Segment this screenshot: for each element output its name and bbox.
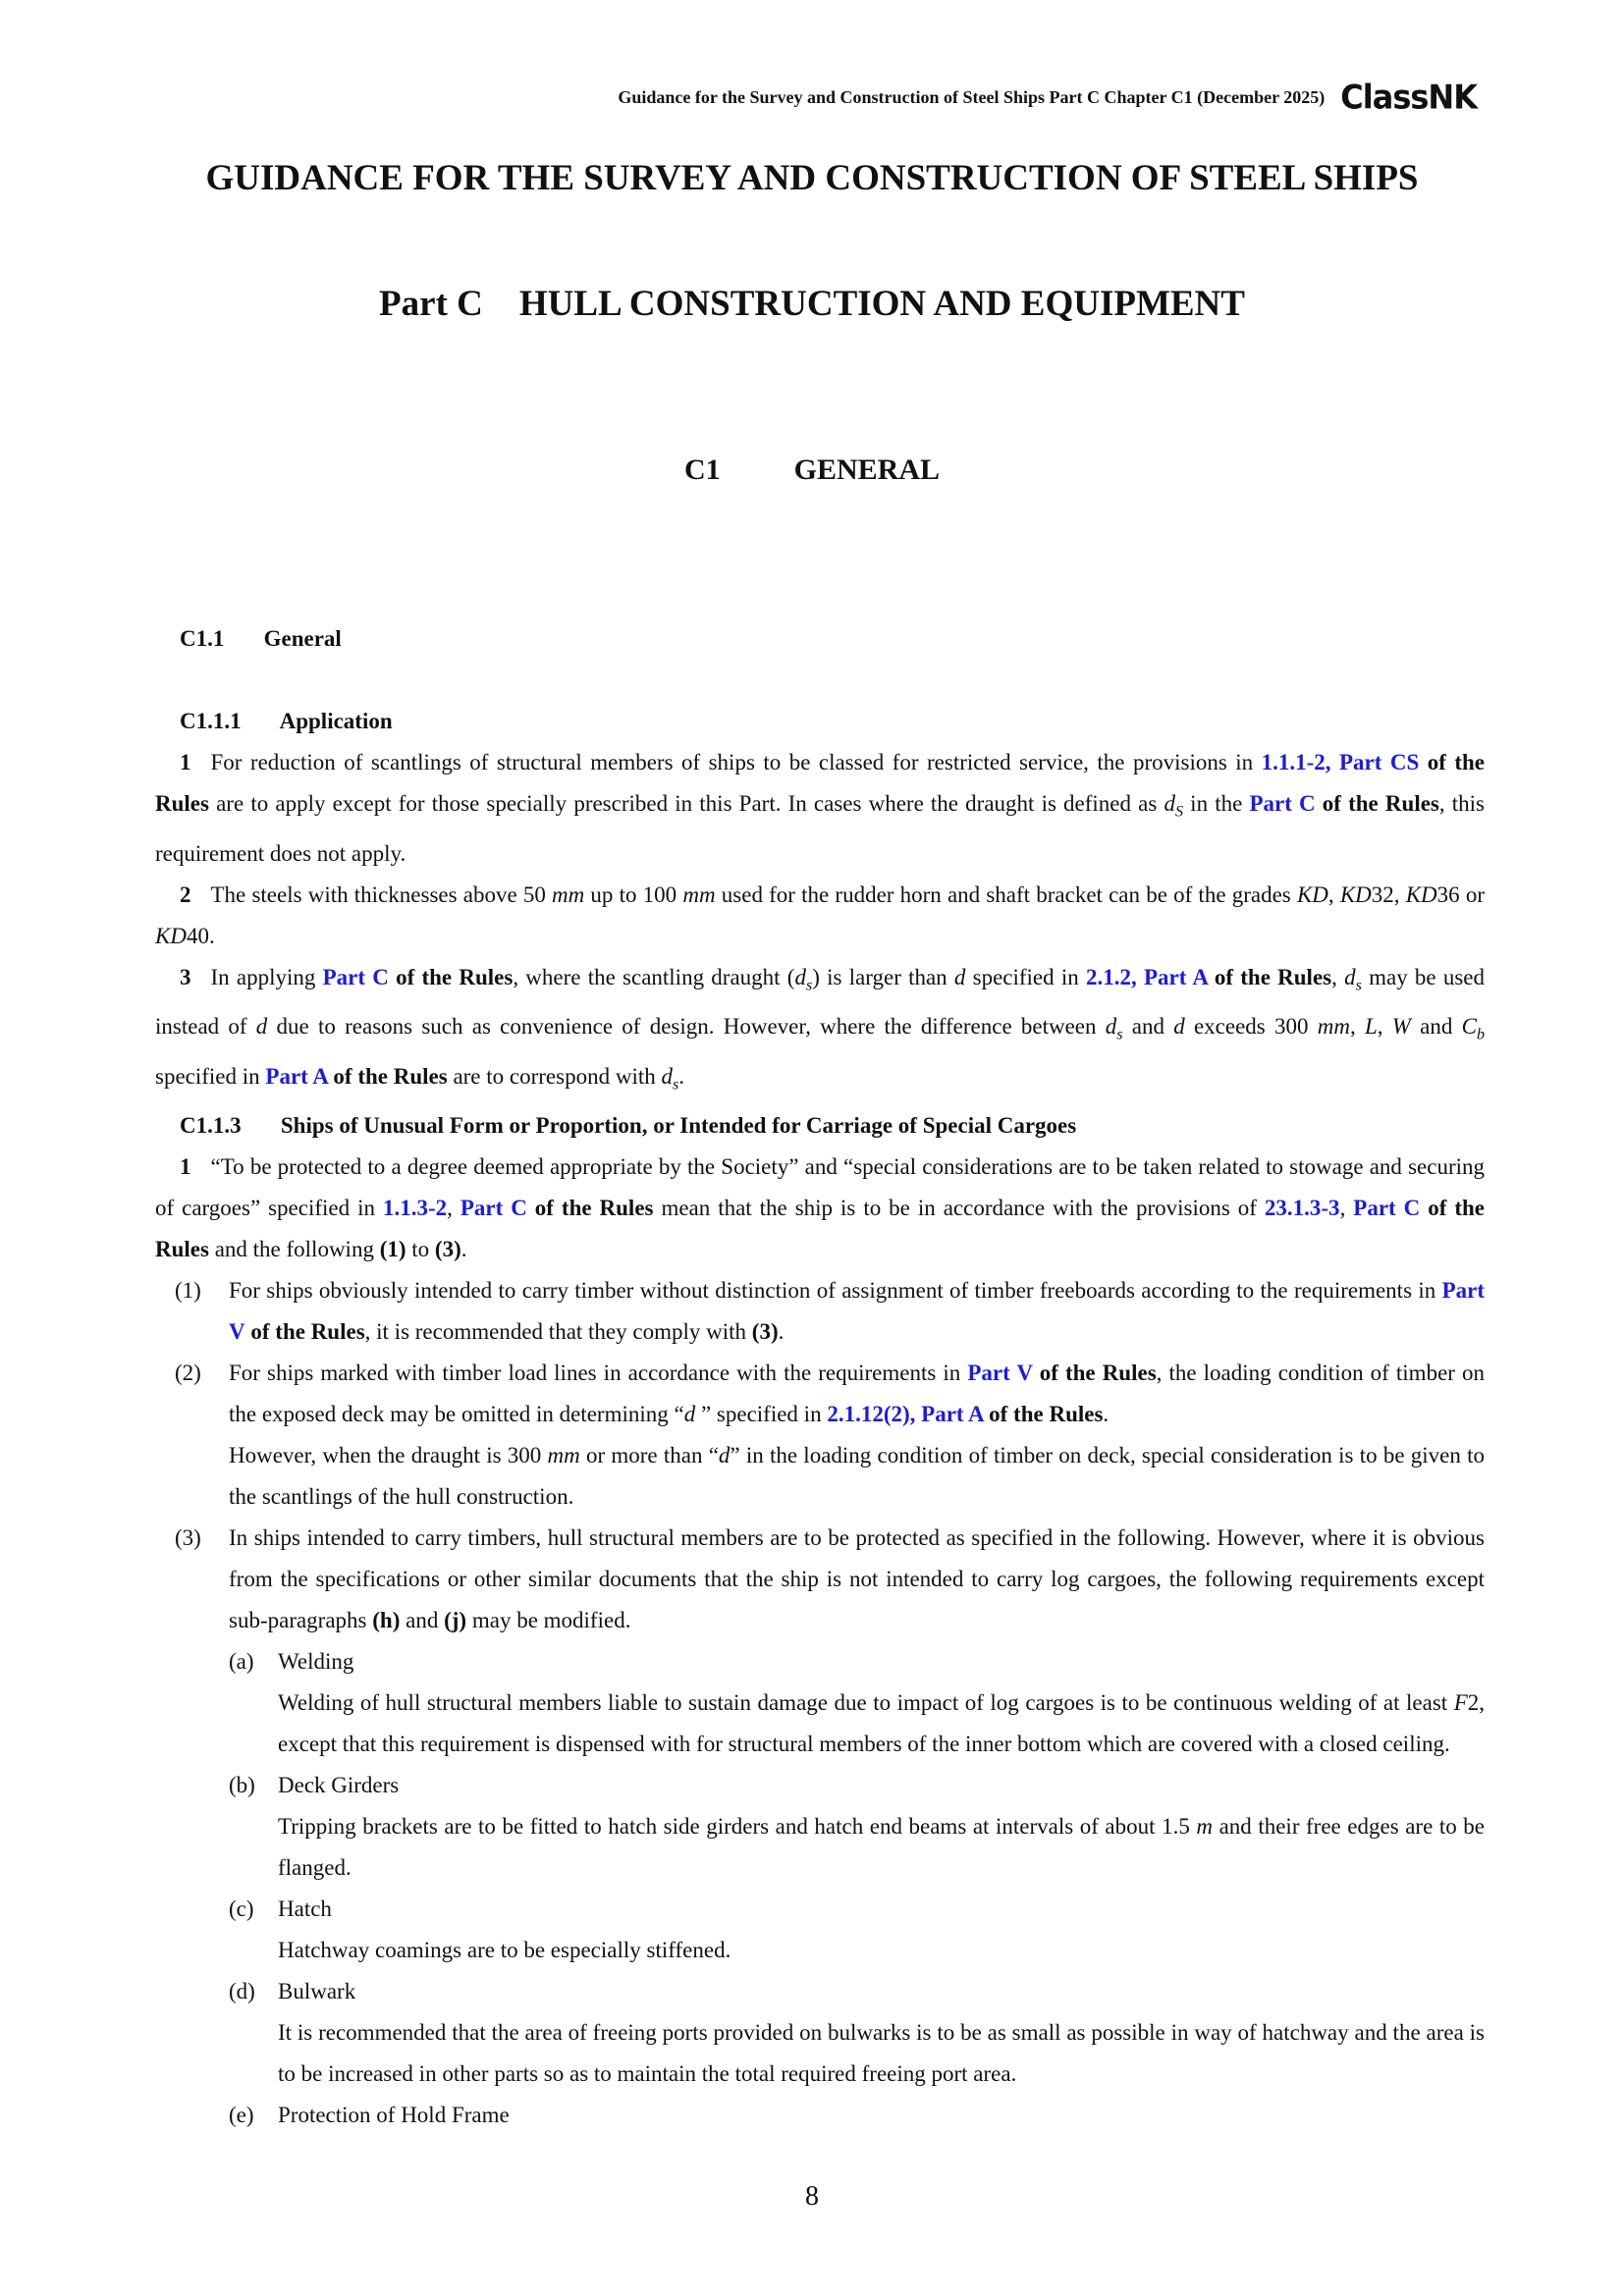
paragraph-3: [155, 957, 1485, 1106]
item-reference: (j): [444, 1608, 467, 1633]
steel-grade: KD: [1405, 881, 1437, 907]
rule-reference-link[interactable]: 1.1.3-2: [382, 1196, 448, 1221]
paragraph-text: .: [678, 1063, 684, 1089]
rule-reference-link[interactable]: Part V: [967, 1361, 1033, 1386]
paragraph-text: ,: [1331, 964, 1345, 989]
paragraph-text: ,: [1377, 1014, 1392, 1040]
paragraph-text: up to 100: [584, 881, 683, 907]
rule-reference-link[interactable]: 2.1.12(2), Part A: [827, 1402, 984, 1427]
item-reference: (1): [379, 1237, 406, 1262]
sub-item-title: Welding: [278, 1649, 354, 1675]
unit: mm: [547, 1443, 580, 1468]
sub-item-text: and their free edges are to be flanged.: [278, 1814, 1486, 1881]
section-number: C1.1.1: [180, 709, 242, 733]
sub-item-title: Protection of Hold Frame: [278, 2103, 510, 2128]
sub-item-c: [155, 1889, 1485, 1930]
section-title: Ships of Unusual Form or Proportion, or Intended for Carriage of Special Cargoes: [280, 1113, 1077, 1139]
paragraph-text: .: [460, 1237, 467, 1262]
rules-label: of the Rules: [526, 1196, 654, 1221]
list-text: and: [400, 1608, 445, 1633]
classnk-logo: ClassNK: [1340, 78, 1477, 117]
rule-reference-link[interactable]: Part V: [229, 1278, 1485, 1345]
chapter-title: C1 GENERAL: [683, 454, 941, 486]
symbol-ds: d: [661, 1063, 673, 1089]
sub-item-d-body: [155, 2012, 1485, 2095]
list-item-1: [155, 1270, 1485, 1353]
symbol-d: d: [1173, 1014, 1185, 1040]
list-text: , it is recommended that they comply with: [364, 1319, 752, 1345]
rules-label: of the Rules: [1207, 964, 1332, 989]
symbol-ds: d: [1344, 964, 1356, 989]
paragraph-text: The steels with thicknesses above 50: [210, 881, 553, 907]
section-heading-c1-1-3: [180, 1105, 1485, 1147]
sub-item-a-body: [155, 1682, 1485, 1765]
paragraph-1: [155, 742, 1485, 875]
rules-label: of the Rules: [244, 1319, 365, 1345]
list-text: For ships marked with timber load lines in accordance with the requirements in: [229, 1361, 968, 1386]
sub-item-text: Welding of hull structural members liable to sustain damage due to impact of log cargoes is to be continuous welding of at least: [278, 1690, 1454, 1716]
list-marker: (d): [229, 1979, 255, 2004]
list-text: may be modified.: [466, 1608, 631, 1633]
list-text: For ships obviously intended to carry timber without distinction of assignment of timber freeboards according to the requirements in: [229, 1278, 1442, 1304]
symbol-L: L: [1364, 1014, 1378, 1040]
symbol-ds: d: [1105, 1014, 1117, 1040]
rules-label: of the Rules: [327, 1063, 448, 1089]
symbol-ds: d: [794, 964, 806, 989]
item-reference: (3): [434, 1237, 461, 1262]
paragraph-text: 32,: [1371, 881, 1406, 907]
sub-item-d: [155, 1971, 1485, 2012]
rules-label: of the Rules: [1032, 1361, 1157, 1386]
list-marker: (3): [175, 1525, 201, 1551]
document-title: GUIDANCE FOR THE SURVEY AND CONSTRUCTION OF STEEL SHIPS: [205, 158, 1419, 198]
paragraph-text: to: [406, 1237, 435, 1262]
symbol-cb: C: [1461, 1014, 1477, 1040]
paragraph-text: In applying: [210, 964, 323, 989]
unit: mm: [1317, 1014, 1350, 1040]
paragraph-text: are to correspond with: [447, 1063, 662, 1089]
paragraph-text: mean that the ship is to be in accordance with the provisions of: [653, 1196, 1265, 1221]
rule-reference-link[interactable]: Part C: [1353, 1196, 1421, 1221]
list-marker: (e): [229, 2103, 254, 2128]
paragraph-text: and the following: [208, 1237, 380, 1262]
unit: m: [1196, 1814, 1214, 1840]
symbol-d: d: [718, 1443, 731, 1468]
list-marker: (c): [229, 1896, 254, 1922]
paragraph-text: ,: [1339, 1196, 1354, 1221]
list-item-3: [155, 1518, 1485, 1641]
paragraph-text: specified in: [965, 964, 1086, 989]
list-item-2: [155, 1353, 1485, 1518]
paragraph-text: “To be protected to a degree deemed appropriate by the Society” and “special considerations are to be taken related to stowage and securing of cargoes” specified in: [155, 1154, 1485, 1221]
sub-item-text: It is recommended that the area of freeing ports provided on bulwarks is to be as small as possible in way of hatchway and the area is to be increased in other parts so as to maintain the total required freeing port area.: [278, 2020, 1485, 2087]
list-text: or more than “: [579, 1443, 719, 1468]
paragraph-text: , where the scantling draught (: [513, 964, 795, 989]
unit: mm: [682, 881, 716, 907]
paragraph-text: used for the rudder horn and shaft bracket can be of the grades: [715, 881, 1297, 907]
paragraph-number: 1: [180, 1154, 191, 1180]
list-marker: (2): [175, 1361, 201, 1386]
list-text: However, when the draught is 300: [229, 1443, 548, 1468]
sub-item-b-body: [155, 1806, 1485, 1889]
paragraph-text: 40.: [186, 923, 215, 948]
paragraph-2: [155, 875, 1485, 957]
document-body: [155, 618, 1485, 2136]
steel-grade: KD: [1296, 881, 1328, 907]
rule-reference-link[interactable]: Part C: [460, 1196, 527, 1221]
rules-label: of the Rules: [388, 964, 514, 989]
unit: mm: [552, 881, 585, 907]
paragraph-text: 36 or: [1436, 881, 1486, 907]
item-reference: (h): [372, 1608, 401, 1633]
paragraph-number: 1: [180, 750, 191, 774]
list-marker: (1): [175, 1278, 201, 1304]
symbol-F: F: [1453, 1690, 1468, 1716]
symbol-d: d: [683, 1402, 696, 1427]
paragraph-text: due to reasons such as convenience of design. However, where the difference between: [267, 1014, 1106, 1040]
rule-reference-link[interactable]: Part C: [322, 964, 389, 989]
page-number: 8: [805, 2181, 819, 2212]
symbol-d: d: [953, 964, 966, 989]
list-text: ” in the loading condition of timber on deck, special consideration is to be given to the scantlings of the hull construction.: [229, 1443, 1486, 1510]
section-heading-c1-1-1: [180, 701, 1485, 742]
section-title: General: [263, 626, 342, 651]
symbol-subscript: S: [1174, 803, 1184, 821]
paragraph-text: are to apply except for those specially prescribed in this Part. In cases where the draught is defined as: [208, 791, 1164, 816]
paragraph-number: 3: [180, 964, 191, 989]
section-heading-c1-1: [180, 618, 1485, 660]
paragraph-number: 2: [180, 881, 191, 907]
sub-item-text: Tripping brackets are to be fitted to hatch side girders and hatch end beams at intervals of about 1.5: [278, 1814, 1197, 1840]
paragraph-text: may be used instead of: [155, 964, 1486, 1040]
section-number: C1.1: [180, 626, 225, 651]
paragraph-text: For reduction of scantlings of structural members of ships to be classed for restricted service, the provisions in: [210, 750, 1262, 774]
section-number: C1.1.3: [180, 1113, 242, 1139]
symbol-d: d: [255, 1014, 268, 1040]
rule-reference-link[interactable]: 1.1.1-2, Part CS: [1261, 750, 1420, 774]
symbol-subscript: s: [672, 1076, 679, 1094]
rule-reference-link[interactable]: Part A: [265, 1063, 328, 1089]
sub-item-title: Bulwark: [278, 1979, 356, 2004]
rules-label: of the Rules: [155, 1196, 1486, 1262]
list-text: .: [778, 1319, 785, 1345]
running-title: Guidance for the Survey and Construction of Steel Ships Part C Chapter C1 (December 2025): [618, 86, 1326, 107]
list-text: , the loading condition of timber on the exposed deck may be omitted in determining “: [229, 1361, 1486, 1427]
list-marker: (b): [229, 1773, 255, 1798]
sub-item-title: Hatch: [278, 1896, 332, 1922]
paragraph-text: and: [1410, 1014, 1462, 1040]
paragraph-text: ,: [1327, 881, 1340, 907]
list-marker: (a): [229, 1649, 254, 1675]
sub-item-c-body: [155, 1930, 1485, 1971]
sub-item-e: [155, 2095, 1485, 2136]
sub-item-b: [155, 1765, 1485, 1806]
section-title: Application: [279, 709, 393, 733]
symbol-ds: d: [1164, 791, 1175, 816]
rule-reference-link[interactable]: 2.1.2, Part A: [1085, 964, 1208, 989]
sub-item-a: [155, 1641, 1485, 1682]
steel-grade: KD: [1339, 881, 1372, 907]
symbol-subscript: b: [1476, 1026, 1486, 1043]
list-text: .: [1103, 1402, 1110, 1427]
sub-item-text: 2, except that this requirement is dispensed with for structural members of the inner bottom which are covered with a closed ceiling.: [278, 1690, 1485, 1757]
rules-label: of the Rules: [983, 1402, 1104, 1427]
rule-reference-link[interactable]: 23.1.3-3: [1264, 1196, 1340, 1221]
paragraph-text: ) is larger than: [812, 964, 954, 989]
paragraph-text: ,: [447, 1196, 460, 1221]
rule-reference-link[interactable]: Part C: [1249, 791, 1316, 816]
item-reference: (3): [751, 1319, 779, 1345]
symbol-subscript: s: [1355, 977, 1362, 994]
sub-item-title: Deck Girders: [278, 1773, 400, 1798]
rules-label: of the Rules: [1315, 791, 1439, 816]
symbol-subscript: s: [805, 977, 813, 994]
symbol-W: W: [1391, 1014, 1411, 1040]
paragraph-text: and: [1122, 1014, 1174, 1040]
paragraph-text: exceeds 300: [1184, 1014, 1318, 1040]
list-text: In ships intended to carry timbers, hull structural members are to be protected as specified in the following. However, where it is obvious from the specifications or other similar documents that the ship is not intended to carry log cargoes, the following requirements except sub-paragraphs: [229, 1525, 1485, 1633]
paragraph-text: ,: [1349, 1014, 1365, 1040]
list-text: ” specified in: [695, 1402, 828, 1427]
steel-grade: KD: [155, 923, 187, 948]
paragraph-text: , this requirement does not apply.: [155, 791, 1486, 866]
sub-item-text: Hatchway coamings are to be especially stiffened.: [278, 1938, 731, 1963]
paragraph-text: in the: [1183, 791, 1250, 816]
part-title: Part C HULL CONSTRUCTION AND EQUIPMENT: [379, 284, 1245, 324]
symbol-subscript: s: [1116, 1026, 1123, 1043]
paragraph-c113-1: [155, 1147, 1485, 1270]
paragraph-text: specified in: [155, 1063, 266, 1089]
running-header: [618, 79, 1477, 116]
rules-label: of the Rules: [155, 750, 1485, 816]
